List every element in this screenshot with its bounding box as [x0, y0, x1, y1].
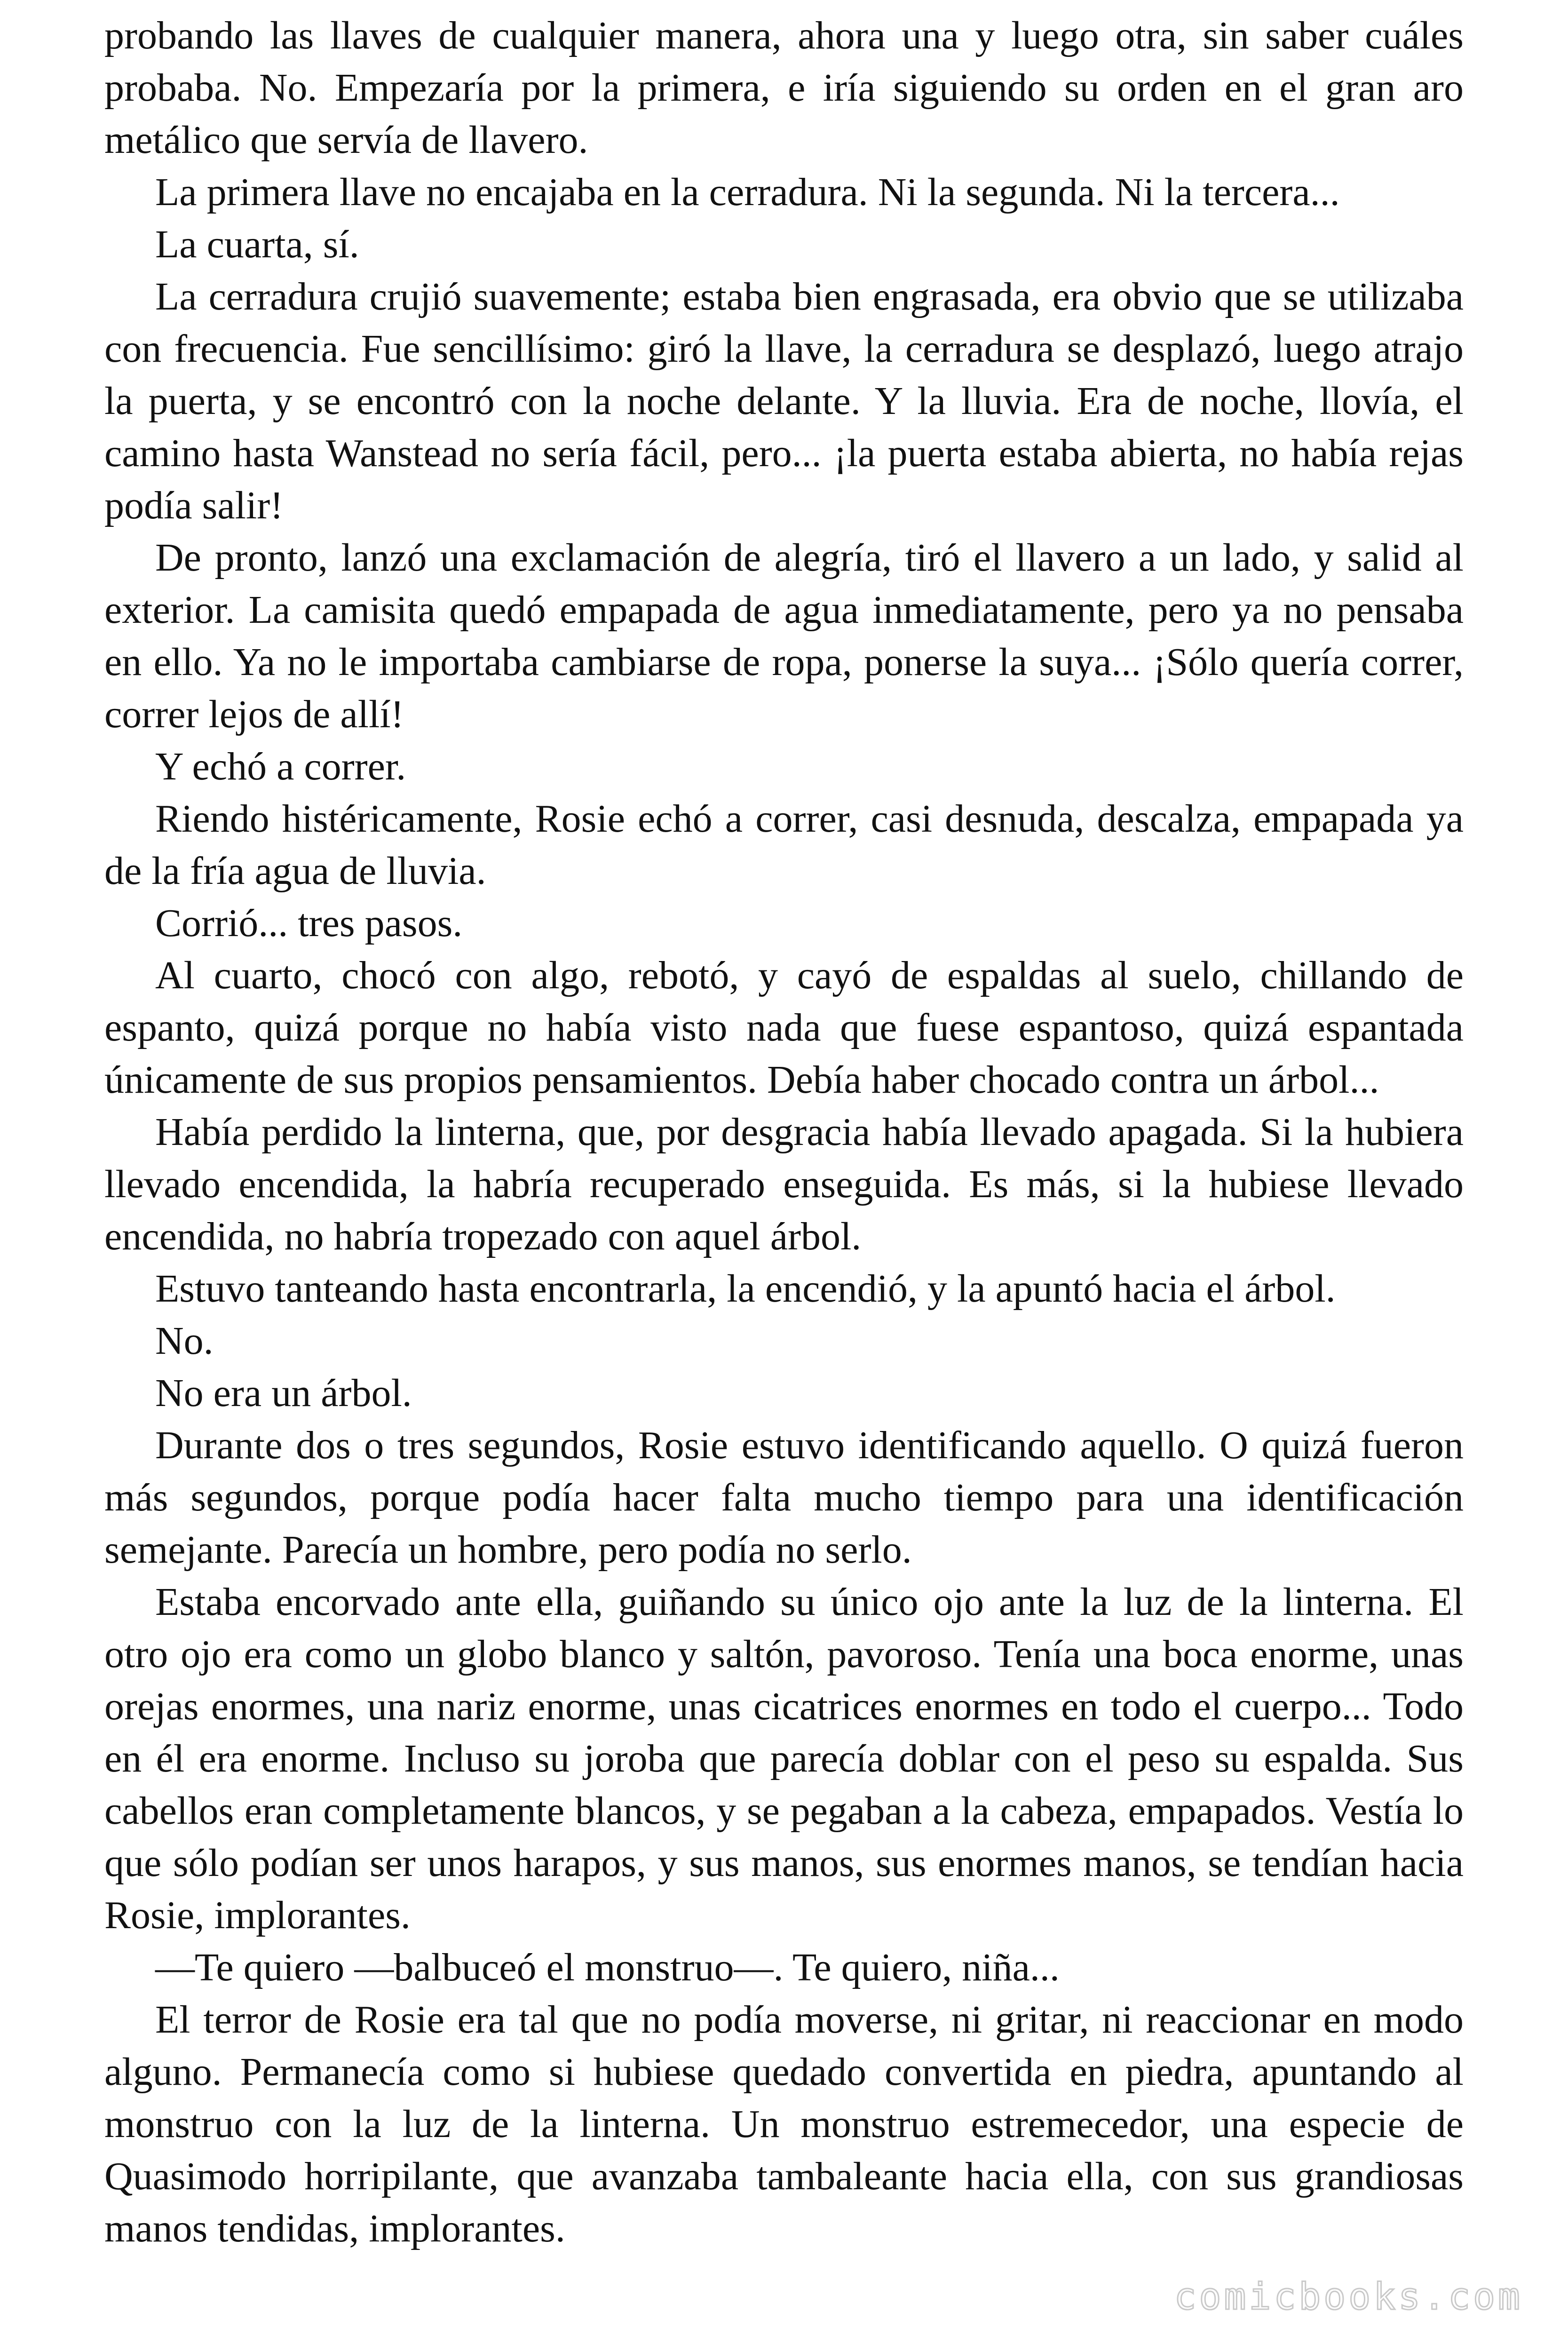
- paragraph-16: —Te quiero —balbuceó el monstruo—. Te quiero, niña...: [155, 1946, 1060, 1989]
- watermark: comicbooks.com: [1174, 2276, 1523, 2318]
- paragraph-1: probando las llaves de cualquier manera, ahora una y luego otra, sin saber cuáles probaba. No. Empezaría por la primera, e iría siguiendo su orden en el gran aro metálico que servía de llavero.: [104, 14, 1464, 162]
- page-body: [104, 9, 1464, 2255]
- paragraph-5: De pronto, lanzó una exclamación de alegría, tiró el llavero a un lado, y salid al exterior. La camisita quedó empapada de agua inmediatamente, pero ya no pensaba en ello. Ya no le importaba cambiarse de ropa, ponerse la suya... ¡Sólo quería correr, correr lejos de allí!: [104, 536, 1464, 736]
- paragraph-8: Corrió... tres pasos.: [155, 901, 463, 945]
- paragraph-4: La cerradura crujió suavemente; estaba bien engrasada, era obvio que se utilizaba con frecuencia. Fue sencillísimo: giró la llave, la cerradura se desplazó, luego atrajo la puerta, y se encontró con la noche delante. Y la lluvia. Era de noche, llovía, el camino hasta Wanstead no sería fácil, pero... ¡la puerta estaba abierta, no había rejas podía salir!: [104, 275, 1464, 527]
- paragraph-9: Al cuarto, chocó con algo, rebotó, y cayó de espaldas al suelo, chillando de espanto, quizá porque no había visto nada que fuese espantoso, quizá espantada únicamente de sus propios pensamientos. Debía haber chocado contra un árbol...: [104, 954, 1464, 1102]
- paragraph-3: La cuarta, sí.: [155, 222, 359, 266]
- paragraph-10: Había perdido la linterna, que, por desgracia había llevado apagada. Si la hubiera llevado encendida, la habría recuperado enseguida. Es más, si la hubiese llevado encendida, no habría tropezado con aquel árbol.: [104, 1110, 1464, 1258]
- paragraph-14: Durante dos o tres segundos, Rosie estuvo identificando aquello. O quizá fueron más segundos, porque podía hacer falta mucho tiempo para una identificación semejante. Parecía un hombre, pero podía no serlo.: [104, 1423, 1464, 1572]
- paragraph-13: No era un árbol.: [155, 1371, 412, 1415]
- paragraph-2: La primera llave no encajaba en la cerradura. Ni la segunda. Ni la tercera...: [155, 170, 1340, 214]
- paragraph-15: Estaba encorvado ante ella, guiñando su único ojo ante la luz de la linterna. El otro ojo era como un globo blanco y saltón, pavoroso. Tenía una boca enorme, unas orejas enormes, una nariz enorme, unas cicatrices enormes en todo el cuerpo... Todo en él era enorme. Incluso su joroba que parecía doblar con el peso su espalda. Sus cabellos eran completamente blancos, y se pegaban a la cabeza, empapados. Vestía lo que sólo podían ser unos harapos, y sus manos, sus enormes manos, se tendían hacia Rosie, implorantes.: [104, 1580, 1464, 1937]
- paragraph-17: El terror de Rosie era tal que no podía moverse, ni gritar, ni reaccionar en modo alguno. Permanecía como si hubiese quedado convertida en piedra, apuntando al monstruo con la luz de la linterna. Un monstruo estremecedor, una especie de Quasimodo horripilante, que avanzaba tambaleante hacia ella, con sus grandiosas manos tendidas, implorantes.: [104, 1998, 1464, 2250]
- paragraph-11: Estuvo tanteando hasta encontrarla, la encendió, y la apuntó hacia el árbol.: [155, 1267, 1336, 1311]
- paragraph-7: Riendo histéricamente, Rosie echó a correr, casi desnuda, descalza, empapada ya de la fría agua de lluvia.: [104, 797, 1464, 893]
- paragraph-12: No.: [155, 1319, 214, 1363]
- paragraph-6: Y echó a correr.: [155, 745, 406, 788]
